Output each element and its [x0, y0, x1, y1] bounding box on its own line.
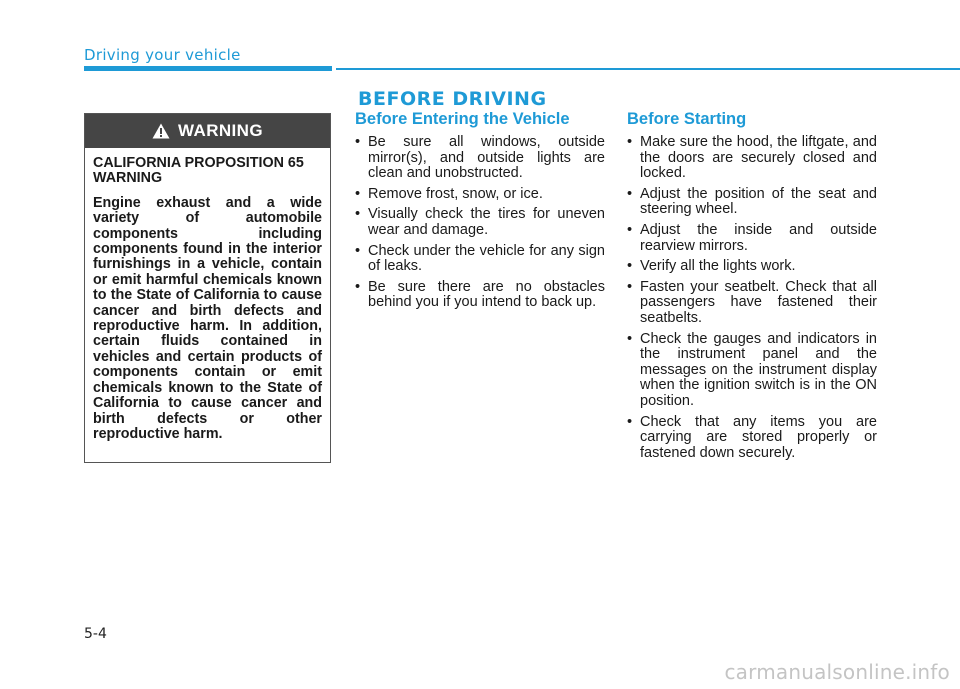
watermark: carmanualsonline.info [724, 660, 950, 684]
list-item: • Be sure all windows, outside mirror(s), and outside lights are clean and unobstructed. [355, 135, 605, 182]
list-item: • Fasten your seatbelt. Check that all passengers have fastened their seatbelts. [627, 280, 877, 327]
header-rule-thick [84, 66, 332, 71]
warning-text: Engine exhaust and a wide variety of automobile components including components found in the interior furnishings in a vehicle, contain or emit harmful chemicals known to the State of California to cause cancer and birth defects and reproductive harm. In addition, certain fluids contained in vehicles and certain products of components contain or emit chemicals known to the State of California to cause cancer and birth defects or other reproductive harm. [93, 194, 322, 442]
before-starting-list [627, 135, 877, 461]
warning-body [85, 148, 330, 442]
warning-box [84, 113, 331, 463]
warning-header [85, 114, 330, 148]
warning-heading: CALIFORNIA PROPOSITION 65 WARNING [93, 155, 304, 187]
warning-triangle-icon [152, 123, 170, 139]
warning-label: WARNING [178, 121, 263, 140]
before-entering-column [355, 110, 605, 316]
list-item: • Be sure there are no obstacles behind you if you intend to back up. [355, 280, 605, 311]
before-starting-title: Before Starting [627, 110, 747, 128]
list-item: • Check the gauges and indicators in the instrument panel and the messages on the instrument display when the ignition switch is in the ON position. [627, 332, 877, 410]
list-item: • Adjust the position of the seat and steering wheel. [627, 187, 877, 218]
before-entering-title: Before Entering the Vehicle [355, 110, 570, 128]
section-title: BEFORE DRIVING [358, 88, 547, 110]
list-item: • Visually check the tires for uneven wear and damage. [355, 207, 605, 238]
before-entering-list [355, 135, 605, 311]
list-item: • Remove frost, snow, or ice. [355, 187, 605, 203]
page-number: 5-4 [84, 626, 107, 642]
header-title: Driving your vehicle [84, 46, 241, 64]
list-item: • Check under the vehicle for any sign of leaks. [355, 244, 605, 275]
list-item: • Make sure the hood, the liftgate, and the doors are securely closed and locked. [627, 135, 877, 182]
list-item: • Verify all the lights work. [627, 259, 877, 275]
header-rule-thin [336, 68, 960, 70]
before-starting-column [627, 110, 877, 466]
list-item: • Check that any items you are carrying are stored properly or fastened down securely. [627, 415, 877, 462]
list-item: • Adjust the inside and outside rearview mirrors. [627, 223, 877, 254]
